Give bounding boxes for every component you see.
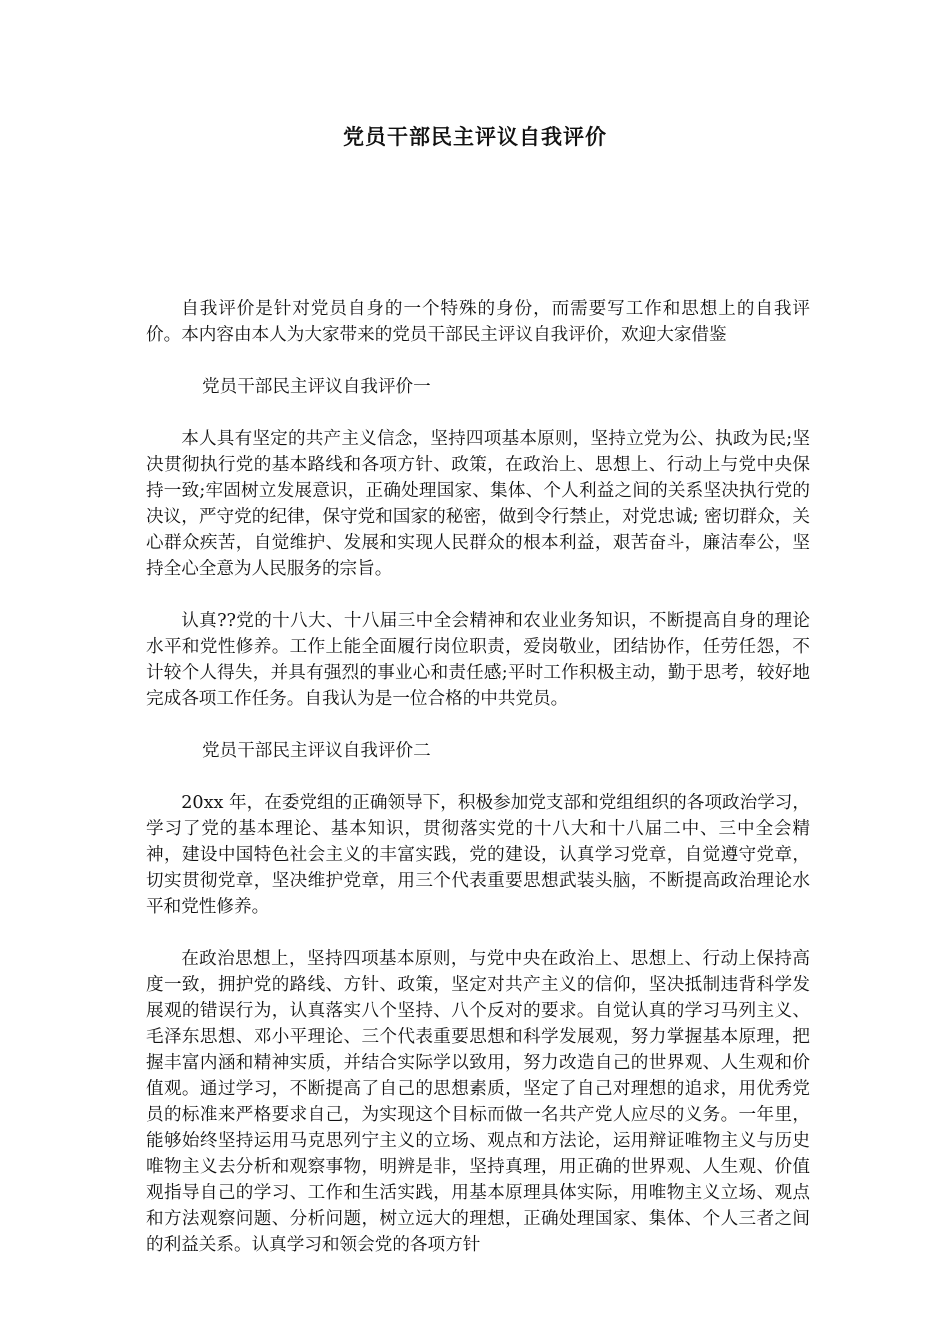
- section1-paragraph-1: 本人具有坚定的共产主义信念，坚持四项基本原则，坚持立党为公、执政为民;坚决贯彻执行党的基本路线和各项方针、政策，在政治上、思想上、行动上与党中央保持一致;牢固树立发展意识，正确处理国家、集体、个人利益之间的关系坚决执行党的决议，严守党的纪律，保守党和国家的秘密，做到令行禁止，对党忠诚; 密切群众，关心群众疾苦，自觉维护、发展和实现人民群众的根本利益，艰苦奋斗，廉洁奉公，坚持全心全意为人民服务的宗旨。: [146, 429, 810, 579]
- section-heading-1: 党员干部民主评议自我评价一: [202, 377, 431, 397]
- section1-paragraph-2: 认真??党的十八大、十八届三中全会精神和农业业务知识，不断提高自身的理论水平和党性修养。工作上能全面履行岗位职责，爱岗敬业，团结协作，任劳任怨，不计较个人得失，并具有强烈的事业心和责任感;平时工作积极主动，勤于思考，较好地完成各项工作任务。自我认为是一位合格的中共党员。: [146, 611, 810, 709]
- document-title: 党员干部民主评议自我评价: [343, 124, 607, 149]
- section2-paragraph-1: 20xx 年，在委党组的正确领导下，积极参加党支部和党组组织的各项政治学习，学习了党的基本理论、基本知识，贯彻落实党的十八大和十八届二中、三中全会精神，建设中国特色社会主义的丰富实践，党的建设，认真学习党章，自觉遵守党章，切实贯彻党章，坚决维护党章，用三个代表重要思想武装头脑，不断提高政治理论水平和党性修养。: [146, 793, 810, 917]
- document-body: [146, 296, 810, 1284]
- section-heading-2: 党员干部民主评议自我评价二: [202, 741, 431, 761]
- intro-paragraph: 自我评价是针对党员自身的一个特殊的身份，而需要写工作和思想上的自我评价。本内容由本人为大家带来的党员干部民主评议自我评价，欢迎大家借鉴: [146, 299, 810, 345]
- section2-paragraph-2: 在政治思想上，坚持四项基本原则，与党中央在政治上、思想上、行动上保持高度一致，拥护党的路线、方针、政策，坚定对共产主义的信仰，坚决抵制违背科学发展观的错误行为，认真落实八个坚持、八个反对的要求。自觉认真的学习马列主义、毛泽东思想、邓小平理论、三个代表重要思想和科学发展观，努力掌握基本原理，把握丰富内涵和精神实质，并结合实际学以致用，努力改造自己的世界观、人生观和价值观。通过学习，不断提高了自己的思想素质，坚定了自己对理想的追求，用优秀党员的标准来严格要求自己，为实现这个目标而做一名共产党人应尽的义务。一年里，能够始终坚持运用马克思列宁主义的立场、观点和方法论，运用辩证唯物主义与历史唯物主义去分析和观察事物，明辨是非，坚持真理，用正确的世界观、人生观、价值观指导自己的学习、工作和生活实践，用基本原理具体实际，用唯物主义立场、观点和方法观察问题、分析问题，树立远大的理想，正确处理国家、集体、个人三者之间的利益关系。认真学习和领会党的各项方针: [146, 949, 810, 1255]
